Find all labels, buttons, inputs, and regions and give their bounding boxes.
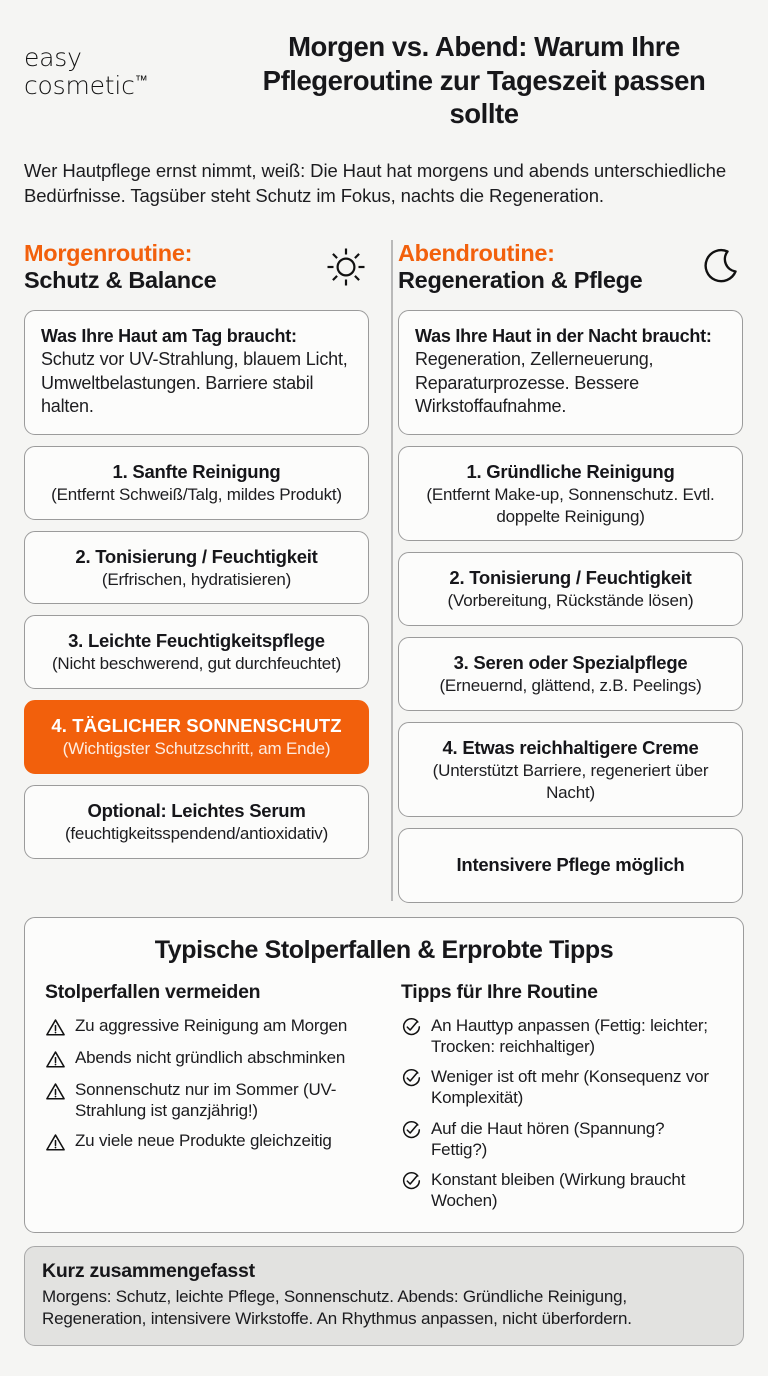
morning-lead-body: Schutz vor UV-Strahlung, blauem Licht, Umweltbelastungen. Barriere stabil halten. xyxy=(41,349,348,417)
evening-eyebrow: Abendroutine: xyxy=(398,239,555,266)
morning-step-optional[interactable] xyxy=(24,785,369,859)
warning-triangle-icon xyxy=(45,1017,66,1038)
list-item-label: Zu aggressive Reinigung am Morgen xyxy=(75,1015,348,1035)
list-item-label: Auf die Haut hören (Spannung? Fettig?) xyxy=(431,1118,665,1159)
check-circle-icon xyxy=(401,1120,422,1141)
step-sub: (Nicht beschwerend, gut durchfeuchtet) xyxy=(51,654,342,674)
step-title: 3. Leichte Feuchtigkeitspflege xyxy=(68,630,325,652)
list-item-label: Sonnenschutz nur im Sommer (UV-Strahlung ist ganzjährig!) xyxy=(75,1079,337,1120)
panel-columns xyxy=(45,981,723,1212)
evening-cards xyxy=(398,310,743,903)
list-item xyxy=(45,1047,377,1070)
column-divider xyxy=(391,240,393,901)
step-sub: (Wichtigster Schutzschritt, am Ende) xyxy=(62,739,331,759)
step-title: 3. Seren oder Spezialpflege xyxy=(453,652,688,674)
list-item-label: An Hauttyp anpassen (Fettig: leichter; Trocken: reichhaltiger) xyxy=(431,1015,708,1056)
evening-step-4[interactable] xyxy=(398,722,743,818)
list-item-label: Abends nicht gründlich abschminken xyxy=(75,1047,346,1067)
morning-eyebrow: Morgenroutine: xyxy=(24,239,193,266)
evening-header-text xyxy=(398,240,642,294)
routine-columns xyxy=(24,236,744,903)
step-title: 4. Etwas reichhaltigere Creme xyxy=(442,736,699,758)
page-header xyxy=(24,0,744,131)
warning-triangle-icon xyxy=(45,1132,66,1153)
tips-heading: Tipps für Ihre Routine xyxy=(401,980,598,1003)
evening-step-extra[interactable] xyxy=(398,828,743,902)
tips-list xyxy=(401,1015,723,1212)
list-item xyxy=(45,1015,377,1038)
step-title: Optional: Leichtes Serum xyxy=(87,799,306,821)
summary-title: Kurz zusammengefasst xyxy=(42,1259,255,1282)
step-sub: (Erfrischen, hydratisieren) xyxy=(101,569,292,589)
morning-cards xyxy=(24,310,369,859)
morning-lead-title: Was Ihre Haut am Tag braucht: xyxy=(41,325,297,346)
step-title: 1. Gründliche Reinigung xyxy=(466,460,675,482)
step-title: 4. TÄGLICHER SONNENSCHUTZ xyxy=(51,715,342,737)
evening-lead-card xyxy=(398,310,743,435)
evening-column xyxy=(398,236,743,903)
list-item xyxy=(401,1015,723,1058)
trademark-symbol: ™ xyxy=(134,73,148,89)
brand-line-2: cosmetic xyxy=(24,71,135,100)
morning-step-2[interactable] xyxy=(24,531,369,605)
check-circle-icon xyxy=(401,1171,422,1192)
check-circle-icon xyxy=(401,1017,422,1038)
step-sub: (Unterstützt Barriere, regeneriert über Nacht) xyxy=(432,760,709,802)
list-item-label: Zu viele neue Produkte gleichzeitig xyxy=(75,1131,332,1151)
step-sub: (Vorbereitung, Rückstände lösen) xyxy=(447,591,694,611)
list-item xyxy=(401,1169,723,1212)
evening-step-2[interactable] xyxy=(398,552,743,626)
step-title: 2. Tonisierung / Feuchtigkeit xyxy=(449,567,692,589)
brand-logo xyxy=(24,30,214,100)
summary-footer xyxy=(24,1246,744,1347)
intro-paragraph: Wer Hautpflege ernst nimmt, weiß: Die Haut hat morgens und abends unterschiedliche Bedürfnisse. Tagsüber steht Schutz im Fokus, nachts die Regeneration. xyxy=(24,159,727,207)
evening-subtitle: Regeneration & Pflege xyxy=(398,266,643,293)
morning-step-3[interactable] xyxy=(24,615,369,689)
panel-title: Typische Stolperfallen & Erprobte Tipps xyxy=(154,935,614,964)
step-title: 1. Sanfte Reinigung xyxy=(112,460,281,482)
morning-subtitle: Schutz & Balance xyxy=(24,266,217,293)
evening-step-3[interactable] xyxy=(398,637,743,711)
morning-step-4-highlight[interactable] xyxy=(24,700,369,774)
step-sub: (Entfernt Make-up, Sonnenschutz. Evtl. doppelte Reinigung) xyxy=(426,484,715,526)
page-title: Morgen vs. Abend: Warum Ihre Pflegeroutine zur Tageszeit passen sollte xyxy=(262,31,706,130)
morning-step-1[interactable] xyxy=(24,446,369,520)
list-item xyxy=(401,1118,723,1161)
step-title: Intensivere Pflege möglich xyxy=(456,854,685,876)
brand-line-1: easy xyxy=(24,43,82,72)
moon-icon xyxy=(697,244,743,290)
morning-column xyxy=(24,236,369,903)
evening-lead-title: Was Ihre Haut in der Nacht braucht: xyxy=(415,325,712,346)
morning-lead-card xyxy=(24,310,369,435)
step-sub: (Erneuernd, glättend, z.B. Peelings) xyxy=(439,676,702,696)
evening-step-1[interactable] xyxy=(398,446,743,542)
summary-body: Morgens: Schutz, leichte Pflege, Sonnenschutz. Abends: Gründliche Reinigung, Regeneration, intensivere Wirkstoffe. An Rhythmus anpassen, nicht überfordern. xyxy=(42,1286,632,1328)
evening-header xyxy=(398,236,743,298)
morning-header-text xyxy=(24,240,216,294)
pitfalls-column xyxy=(45,981,377,1212)
step-sub: (Entfernt Schweiß/Talg, mildes Produkt) xyxy=(51,484,342,504)
list-item xyxy=(401,1066,723,1109)
pitfalls-tips-panel xyxy=(24,917,744,1233)
warning-triangle-icon xyxy=(45,1049,66,1070)
step-title: 2. Tonisierung / Feuchtigkeit xyxy=(75,545,318,567)
list-item-label: Weniger ist oft mehr (Konsequenz vor Komplexität) xyxy=(431,1067,709,1108)
list-item xyxy=(45,1079,377,1122)
sun-icon xyxy=(323,244,369,290)
pitfalls-heading: Stolperfallen vermeiden xyxy=(45,980,261,1003)
check-circle-icon xyxy=(401,1068,422,1089)
warning-triangle-icon xyxy=(45,1081,66,1102)
step-sub: (feuchtigkeitsspendend/antioxidativ) xyxy=(64,824,329,844)
list-item-label: Konstant bleiben (Wirkung braucht Wochen) xyxy=(431,1170,686,1211)
evening-lead-body: Regeneration, Zellerneuerung, Reparaturprozesse. Bessere Wirkstoffaufnahme. xyxy=(415,349,654,417)
pitfalls-list xyxy=(45,1015,377,1154)
morning-header xyxy=(24,236,369,298)
list-item xyxy=(45,1130,377,1153)
tips-column xyxy=(401,981,723,1212)
